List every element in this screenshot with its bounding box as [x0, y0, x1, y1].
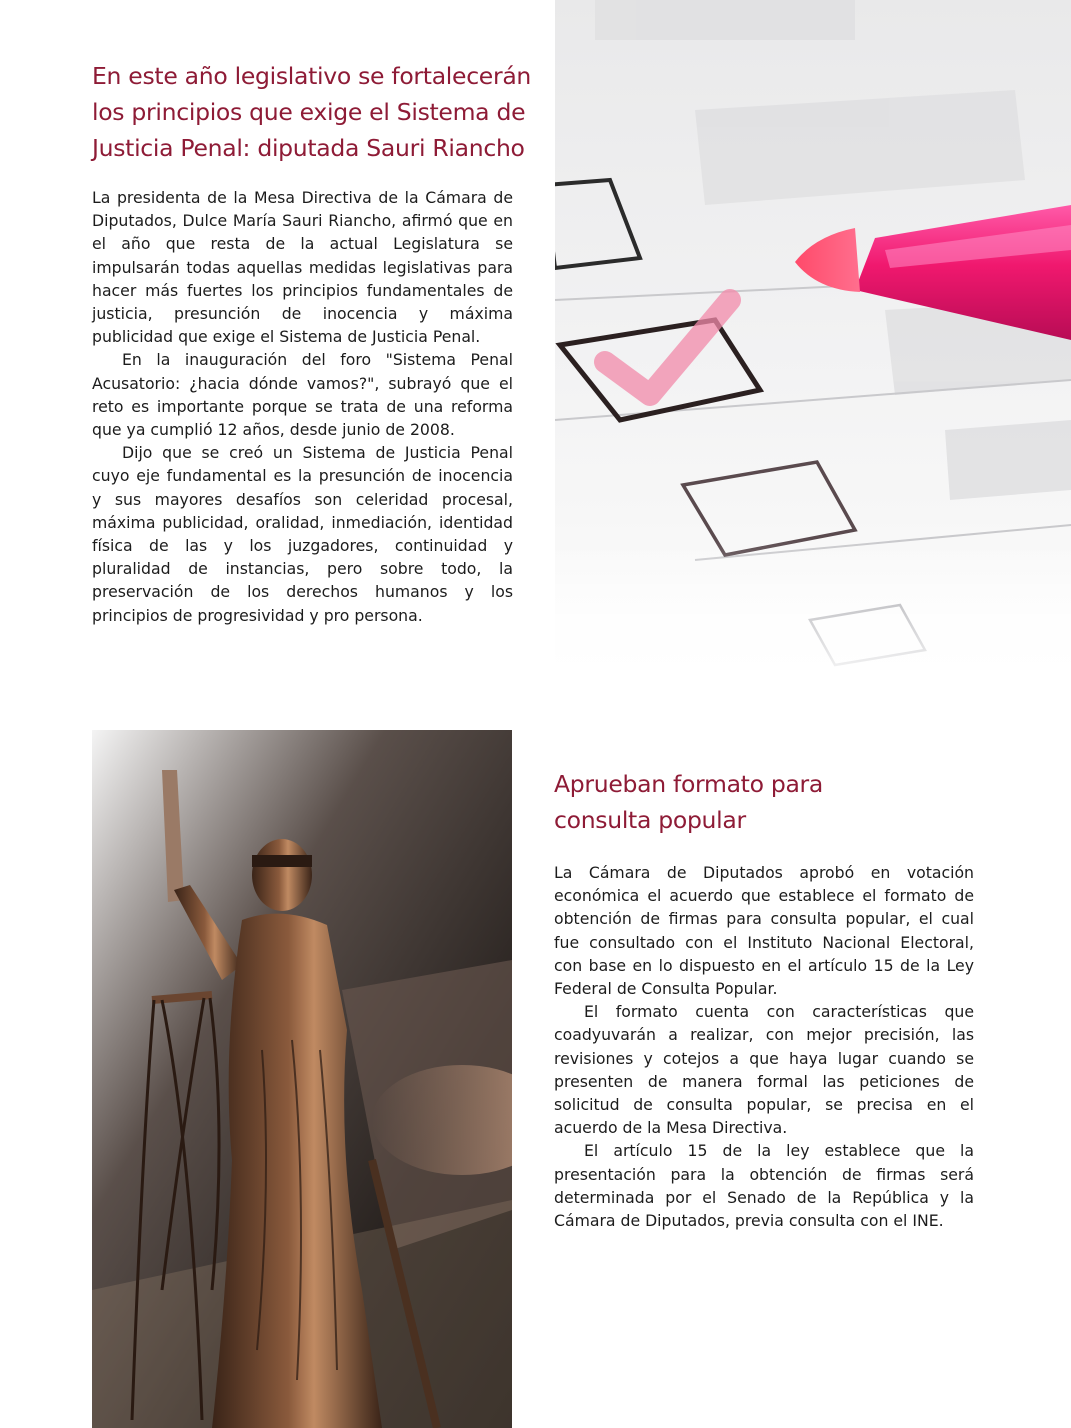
headline-line: Aprueban formato para — [554, 770, 824, 798]
article-paragraph: La presidenta de la Mesa Directiva de la Cámara de Diputados, Dulce María Sauri Riancho, afirmó que en el año que resta de la actual Legislatura se impulsarán todas aquellas medidas legislativas para hacer más fuertes los principios fundamentales de justicia, presunción de inocencia y máxima publicidad que exige el Sistema de Justicia Penal. — [92, 188, 513, 347]
article-paragraph: Dijo que se creó un Sistema de Justicia Penal cuyo eje fundamental es la presunción de inocencia y sus mayores desafíos son celeridad procesal, máxima publicidad, oralidad, inmediación, identidad física de las y los juzgadores, continuidad y pluralidad de instancias, pero sobre todo, la preservación de los derechos humanos y los principios de progresividad y pro persona. — [92, 443, 513, 625]
article-1-headline — [92, 58, 532, 166]
article-paragraph: La Cámara de Diputados aprobó en votación económica el acuerdo que establece el formato de obtención de firmas para consulta popular, el cual fue consultado con el Instituto Nacional Electoral, con base en lo dispuesto en el artículo 15 de la Ley Federal de Consulta Popular. — [554, 863, 974, 999]
article-2-body — [554, 861, 974, 1232]
lady-justice-illustration — [92, 730, 512, 1428]
article-2-headline — [554, 766, 974, 838]
article-paragraph: El artículo 15 de la ley establece que la presentación para la obtención de firmas será determinada por el Senado de la República y la Cámara de Diputados, previa consulta con el INE. — [554, 1141, 974, 1231]
article-1-body — [92, 186, 513, 627]
article-paragraph: El formato cuenta con características que coadyuvarán a realizar, con mejor precisión, las revisiones y cotejos a que haya lugar cuando se presenten de manera formal las peticiones de solicitud de consulta popular, se precisa en el acuerdo de la Mesa Directiva. — [554, 1002, 974, 1138]
article-paragraph: En la inauguración del foro "Sistema Penal Acusatorio: ¿hacia dónde vamos?", subrayó que el reto es importante porque se trata de una reforma que ya cumplió 12 años, desde junio de 2008. — [92, 350, 513, 440]
headline-line: consulta popular — [554, 806, 746, 834]
headline-line: En este año legislativo se fortalecerán — [92, 62, 532, 90]
checkbox-marker-illustration — [555, 0, 1071, 690]
headline-line: los principios que exige el Sistema de — [92, 98, 526, 126]
headline-line: Justicia Penal: diputada Sauri Riancho — [92, 134, 525, 162]
lady-justice-photo — [92, 730, 512, 1428]
checkbox-marker-photo — [555, 0, 1071, 690]
